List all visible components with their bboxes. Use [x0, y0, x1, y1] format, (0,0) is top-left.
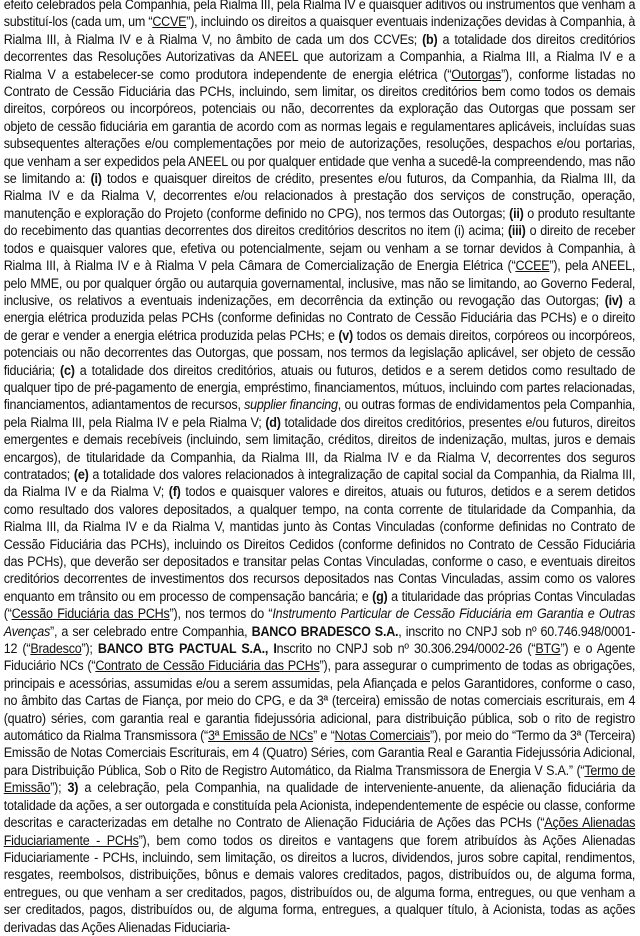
text-run: , inscrito no CNPJ sob nº 60.746.948/0001-12 (“ — [3, 623, 636, 657]
text-run: ”, a ser celebrado entre Companhia, — [50, 623, 252, 639]
bold-text-run: BANCO BTG PACTUAL S.A., I — [97, 641, 277, 657]
defined-term: 3ª Emissão de NCs — [208, 728, 314, 744]
bold-text-run: (b) — [422, 31, 438, 47]
text-run: ”), nos termos do “ — [169, 606, 273, 622]
defined-term: Contrato de Cessão Fiduciária das PCHs — [95, 658, 320, 674]
body-paragraph — [4, 0, 635, 936]
text-run: ”), incluindo os direitos a quaisquer eventuais indenizações devidas à Companhia, à Rialma III, à Rialma IV e à Rialma V, no âmbito de cada um dos CCVEs; — [3, 14, 636, 47]
text-run: a titularidade das próprias Contas Vinculadas (“ — [3, 588, 636, 622]
bold-text-run: (v) — [338, 327, 353, 343]
defined-term: Outorgas — [451, 66, 502, 82]
text-run: todos os demais direitos, corpóreos ou incorpóreos, potenciais ou não decorrentes das Outorgas, que possam, nos termos da legislação aplicável, ser objeto de cessão fiduciária; — [3, 327, 636, 378]
text-run: o produto resultante do recebimento das quantias decorrentes dos direitos creditórios descritos no item (i) acima; — [3, 205, 636, 239]
bold-text-run: (d) — [265, 414, 281, 430]
bold-text-run: (ii) — [509, 205, 524, 221]
text-run: totalidade dos direitos creditórios, presentes e/ou futuros, direitos emergentes e demais recebíveis (incluindo, sem limitação, créditos, direitos de indenização, multas, juros e demais encargos), de titularidade da Companhia, da Rialma III, da Rialma IV e da Rialma V, decorrentes dos seguros contratados; — [3, 414, 636, 482]
text-run: a totalidade dos direitos creditórios decorrentes das Resoluções Autorizativas da ANEEL que autorizam a Companhia, a Rialma III, a Rialma IV e a Rialma V a estabelecer-se como produtora independente de energia elétrica (“ — [3, 31, 636, 82]
bold-text-run: BANCO BRADESCO S.A. — [251, 623, 399, 639]
italic-text-run: Instrumento Particular de Cessão Fiduciária em Garantia e Outras Avenças — [3, 606, 636, 639]
text-run: ”); — [81, 641, 98, 657]
defined-term: Notas Comerciais — [334, 728, 431, 744]
italic-text-run: supplier financing — [244, 397, 338, 413]
bold-text-run: 3) — [67, 780, 79, 796]
text-run: ”); — [50, 780, 68, 796]
defined-term: Termo de Emissão — [3, 762, 636, 796]
defined-term: BTG — [535, 641, 561, 657]
text-run: a totalidade dos direitos creditórios, atuais ou futuros, detidos e a serem detidos como resultado de qualquer tipo de pré-pagamento de energia, empréstimo, financiamentos, mútuos, incluindo com partes relacionadas, financiamentos, adiantamentos de recursos, — [3, 362, 636, 413]
bold-text-run: (iv) — [604, 292, 623, 308]
bold-text-run: (e) — [73, 466, 89, 482]
text-run: a energia elétrica produzida pelas PCHs (conforme definidas no Contrato de Cessão Fiduciária das PCHs) e o direito de gerar e vender a energia elétrica produzida pelas PCHs; e — [3, 292, 636, 343]
defined-term: Ações Alienadas Fiduciariamente - PCHs — [3, 815, 636, 848]
defined-term: CCEE — [515, 258, 550, 274]
defined-term: CCVE — [152, 14, 187, 30]
text-run: ”), bem como todos os direitos e vantagens que forem atribuídos às Ações Alienadas Fiduciariamente - PCHs, incluindo, sem limitação, os direitos a lucros, dividendos, juros sobre capital, rendimentos, resgates, reembolsos, distribuições, bônus e demais valores creditados, pagos, distribuídos ou, de alguma forma, entregues, ou que venham a ser creditados, pagos, distribuídos ou, de alguma forma, entregues, ou que venham a ser creditados, pagos, distribuídos ou, de alguma forma, entregues, a qualquer título, à Acionista, todas as ações derivadas das Ações Alienadas Fiduciaria- — [3, 832, 636, 935]
text-run: nscrito no CNPJ sob nº 30.306.294/0002-26 (“ — [276, 641, 536, 657]
text-run: todos e quaisquer direitos de crédito, presentes e/ou futuros, da Companhia, da Rialma III, da Rialma IV e da Rialma V, decorrentes e/ou relacionados à prestação dos serviços de construção, operação, manutenção e exploração do Projeto (conforme definido no CPG), nos termos das Outorgas; — [3, 171, 636, 221]
text-run: efeito celebrados pela Companhia, pela Rialma III, pela Rialma IV e quaisquer aditivos ou instrumentos que venham a substituí-los (cada um, um “ — [3, 0, 636, 30]
bold-text-run: (iii) — [507, 223, 526, 239]
bold-text-run: (g) — [372, 588, 388, 604]
defined-term: Cessão Fiduciária das PCHs — [11, 606, 170, 622]
text-run: ” e “ — [313, 728, 335, 744]
text-run: ”), para assegurar o cumprimento de todas as obrigações, principais e acessórias, assumidas e/ou a serem assumidas, pela Afiançada e pelos Garantidores, conforme o caso, no âmbito das Cartas de Fiança, por meio do CPG, e da 3ª (terceira) emissão de notas comerciais escriturais, em 4 (quatro) séries, com garantia real e garantia fidejussória adicional, para distribuição pública, sob o rito de registro automático da Rialma Transmissora (“ — [3, 658, 636, 744]
text-run: ”), pela ANEEL, pelo MME, ou por qualquer órgão ou autarquia governamental, inclusive, mas não se limitando, ao Governo Federal, inclusive, os relativos a eventuais indenizações, em decorrência da extinção ou revogação das Outorgas; — [3, 258, 636, 308]
bold-text-run: (i) — [90, 171, 102, 187]
text-run: o direito de receber todos e quaisquer valores que, efetiva ou potencialmente, sejam ou venham a se tornar devidos à Companhia, à Rialma III, à Rialma IV e à Rialma V pela Câmara de Comercialização de Energia Elétrica (“ — [3, 223, 636, 274]
defined-term: Bradesco — [30, 641, 82, 657]
bold-text-run: (f) — [168, 484, 181, 500]
text-run: , ou outras formas de endividamentos pela Companhia, pela Rialma III, pela Rialma IV e pela Rialma V; — [3, 397, 636, 430]
text-run: ”) e o Agente Fiduciário NCs (“ — [3, 641, 636, 674]
text-run: a totalidade dos valores relacionados à integralização de capital social da Companhia, da Rialma III, da Rialma IV e da Rialma V; — [3, 466, 636, 500]
text-run: ”), conforme listadas no Contrato de Cessão Fiduciária das PCHs, incluindo, sem limitar, os direitos creditórios bem como todos os demais direitos, corpóreos ou incorpóreos, potenciais ou não, decorrentes da exploração das Outorgas que possam ser objeto de cessão fiduciária em garantia de acordo com as normas legais e regulamentares aplicáveis, incluídas suas subsequentes alterações e/ou complementações por meio de autorizações, resoluções, despachos e/ou portarias, que venham a ser expedidos pela ANEEL ou por qualquer entidade que venha a sucedê-la compreendendo, mas não se limitando a: — [3, 66, 636, 187]
text-run: ”), por meio do “Termo da 3ª (Terceira) Emissão de Notas Comerciais Escriturais, em 4 (Quatro) Séries, com Garantia Real e Garantia Fidejussória Adicional, para Distribuição Pública, Sob o Rito de Registro Automático, da Rialma Transmissora de Energia V S.A.” (“ — [3, 728, 636, 778]
text-run: todos e quaisquer valores e direitos, atuais ou futuros, detidos e a serem detidos como resultado dos valores depositados, a qualquer tempo, na conta corrente de titularidade da Companhia, da Rialma III, da Rialma IV e da Rialma V, mantidas junto às Contas Vinculadas (conforme definidas no Contrato de Cessão Fiduciária das PCHs), incluindo os Direitos Cedidos (conforme definidos no Contrato de Cessão Fiduciária das PCHs), que deverão ser depositados e transitar pelas Contas Vinculadas, conforme o caso, e eventuais direitos creditórios decorrentes de investimentos dos recursos depositados nas Contas Vinculadas, assim como os valores enquanto em trânsito ou em processo de compensação bancária; e — [3, 484, 636, 604]
bold-text-run: (c) — [59, 362, 75, 378]
text-run: a celebração, pela Companhia, na qualidade de interveniente-anuente, da alienação fiduciária da totalidade da ações, a ser outorgada e constituída pela Acionista, independentemente de espécie ou classe, conforme descritas e caracterizadas em detalhe no Contrato de Alienação Fiduciária de Ações das PCHs (“ — [3, 780, 636, 831]
